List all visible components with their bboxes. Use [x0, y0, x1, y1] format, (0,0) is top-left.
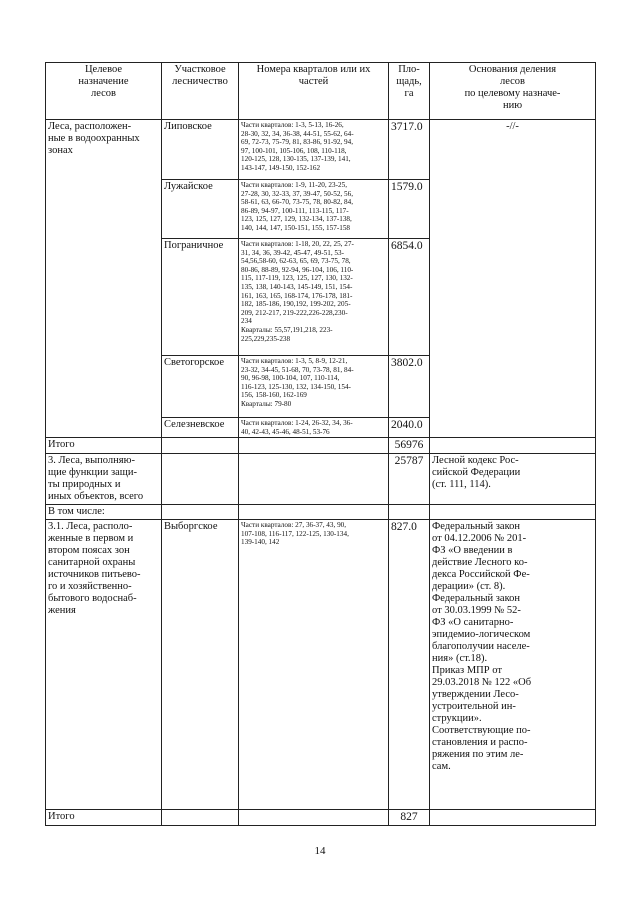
purpose-sanitary-zone: 3.1. Леса, располо- женные в первом и втором поясах зон санитарной охраны источников питьево- го и хозяйственно- бытового водоснаб- жения [46, 520, 162, 810]
header-area: Пло- щадь, га [389, 63, 430, 120]
area-cell: 2040.0 [389, 418, 430, 438]
header-purpose: Целевое назначение лесов [46, 63, 162, 120]
total-label: Итого [46, 810, 162, 826]
total-row [46, 810, 596, 826]
table-row [46, 520, 596, 810]
basis-cell: Федеральный закон от 04.12.2006 № 201- ФЗ «О введении в действие Лесного ко- декса Российской Фе- дерации» (ст. 8). Федеральный закон от 30.03.1999 № 52- ФЗ «О санитарно- эпидемио-логическом благополучии населе- ния» (ст.18). Приказ МПР от 29.03.2018 № 122 «Об утверждении Лесо- устроительной ин- струкции». Соответствующие по- становления и распо- ряжения по этим ле- сам. [430, 520, 596, 810]
forestry-cell: Выборгское [162, 520, 239, 810]
area-cell: 3717.0 [389, 120, 430, 180]
header-quarters: Номера кварталов или их частей [239, 63, 389, 120]
quarters-cell: Части кварталов: 1-24, 26-32, 34, 36- 40, 42-43, 45-46, 48-51, 53-76 [239, 418, 389, 438]
forestry-cell: Липовское [162, 120, 239, 180]
purpose-protective: 3. Леса, выполняю- щие функции защи- ты природных и иных объектов, всего [46, 454, 162, 505]
total-row [46, 438, 596, 454]
including-label: В том числе: [46, 505, 162, 520]
forestry-cell: Селезневское [162, 418, 239, 438]
header-forestry: Участковое лесничество [162, 63, 239, 120]
purpose-water-protection: Леса, расположен- ные в водоохранных зонах [46, 120, 162, 438]
forestry-cell: Пограничное [162, 239, 239, 356]
area-cell: 6854.0 [389, 239, 430, 356]
basis-cell: Лесной кодекс Рос- сийской Федерации (ст. 111, 114). [430, 454, 596, 505]
area-cell: 827.0 [389, 520, 430, 810]
total-value: 827 [389, 810, 430, 826]
forest-purpose-table [45, 62, 596, 826]
header-row [46, 63, 596, 120]
area-cell: 3802.0 [389, 356, 430, 418]
forestry-cell: Светогорское [162, 356, 239, 418]
quarters-cell: Части кварталов: 1-3, 5-13, 16-26, 28-30, 32, 34, 36-38, 44-51, 55-62, 64- 69, 72-73, 75-79, 81, 83-86, 91-92, 94, 97, 100-101, 105-106, 108, 110-118, 120-125, 128, 130-135, 137-139, 141, 143-147, 149-150, 152-162 [239, 120, 389, 180]
area-cell: 25787 [389, 454, 430, 505]
quarters-cell: Части кварталов: 27, 36-37, 43, 90, 107-108, 116-117, 122-125, 130-134, 139-140, 142 [239, 520, 389, 810]
including-row [46, 505, 596, 520]
header-basis: Основания деления лесов по целевому назначе- нию [430, 63, 596, 120]
table-row [46, 454, 596, 505]
quarters-cell: Части кварталов: 1-9, 11-20, 23-25, 27-28, 30, 32-33, 37, 39-47, 50-52, 56, 58-61, 63, 66-70, 73-75, 78, 80-82, 84, 86-89, 94-97, 100-111, 113-115, 117- 123, 125, 127, 129, 132-134, 137-138, 140, 144, 147, 150-151, 155, 157-158 [239, 180, 389, 239]
area-cell: 1579.0 [389, 180, 430, 239]
table-row [46, 120, 596, 180]
total-label: Итого [46, 438, 162, 454]
page-number: 14 [314, 845, 326, 857]
forestry-cell: Лужайское [162, 180, 239, 239]
total-value: 56976 [389, 438, 430, 454]
quarters-cell: Части кварталов: 1-3, 5, 8-9, 12-21, 23-32, 34-45, 51-68, 70, 73-78, 81, 84- 90, 96-98, 100-104, 107, 110-114, 116-123, 125-130, 132, 134-150, 154- 156, 158-160, 162-169 Кварталы: 79-80 [239, 356, 389, 418]
basis-cell: -//- [430, 120, 596, 438]
quarters-cell: Части кварталов: 1-18, 20, 22, 25, 27- 31, 34, 36, 39-42, 45-47, 49-51, 53- 54,56,58-60, 62-63, 65, 69, 73-75, 78, 80-86, 88-89, 92-94, 96-104, 106, 110- 115, 117-119, 123, 125, 127, 130, 132- 135, 138, 140-143, 145-149, 151, 154- 161, 163, 165, 168-174, 176-178, 181- 182, 185-186, 190,192, 199-202, 205- 209, 212-217, 219-222,226-228,230- 234 Кварталы: 55,57,191,218, 223- 225,229,235-238 [239, 239, 389, 356]
